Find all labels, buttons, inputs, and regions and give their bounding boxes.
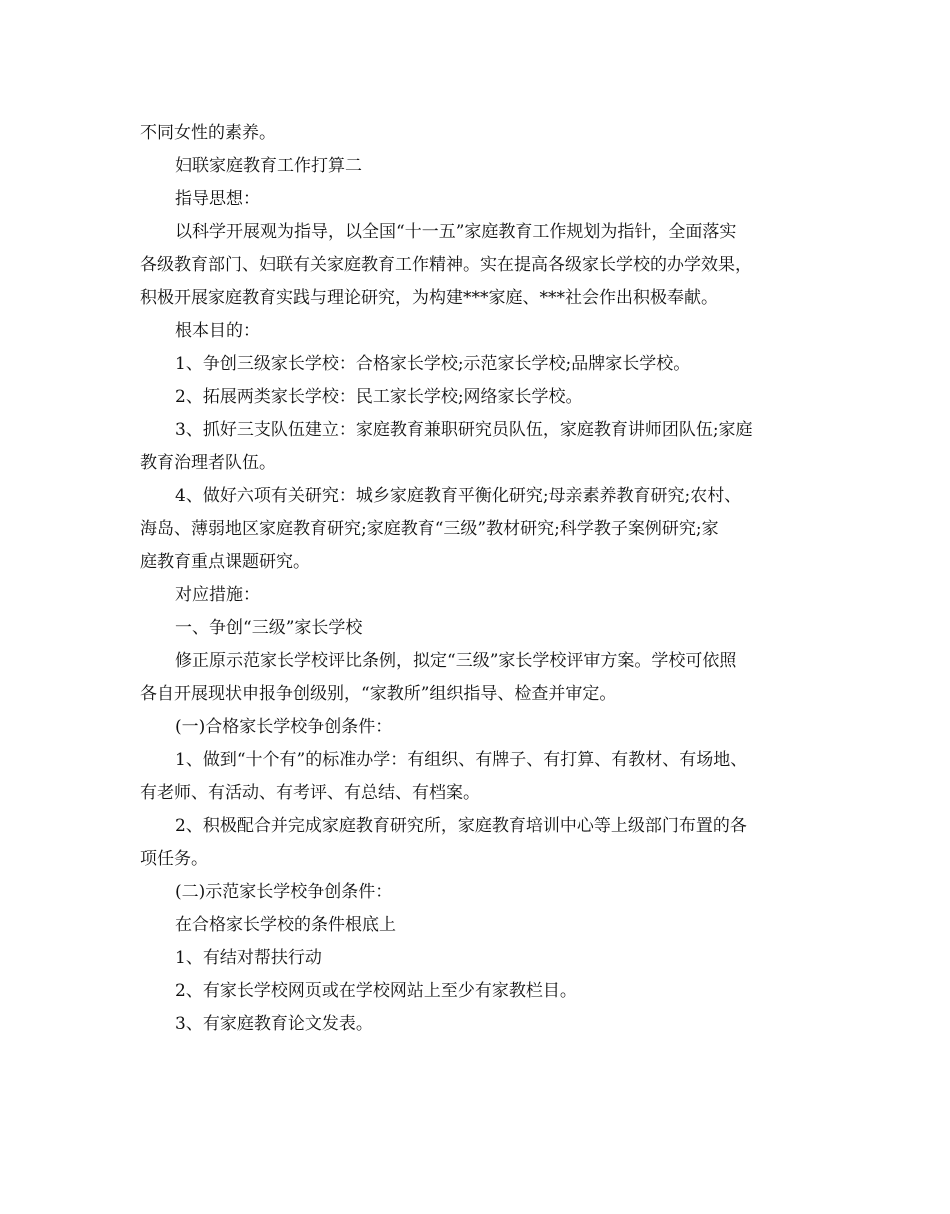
text-line: 对应措施： <box>175 585 260 605</box>
text-line: 各自开展现状申报争创级别，“家教所”组织指导、检查并审定。 <box>140 684 617 704</box>
text-line: 根本目的： <box>175 321 260 341</box>
text-line: 积极开展家庭教育实践与理论研究，为构建***家庭、***社会作出积极奉献。 <box>140 288 718 308</box>
text-line: 教育治理者队伍。 <box>140 453 276 473</box>
text-line: 各级教育部门、妇联有关家庭教育工作精神。实在提高各级家长学校的办学效果， <box>140 255 752 275</box>
text-line: 1、争创三级家长学校：合格家长学校;示范家长学校;品牌家长学校。 <box>175 354 691 374</box>
text-line: 2、有家长学校网页或在学校网站上至少有家教栏目。 <box>175 981 577 1001</box>
text-line: 在合格家长学校的条件根底上 <box>175 915 396 935</box>
text-line: 1、做到“十个有”的标准办学：有组织、有牌子、有打算、有教材、有场地、 <box>175 750 748 770</box>
text-line: 2、积极配合并完成家庭教育研究所，家庭教育培训中心等上级部门布置的各 <box>175 816 747 836</box>
text-line: 一、争创“三级”家长学校 <box>175 618 363 638</box>
text-line: 海岛、薄弱地区家庭教育研究;家庭教育“三级”教材研究;科学教子案例研究;家 <box>140 519 719 539</box>
text-line: 4、做好六项有关研究：城乡家庭教育平衡化研究;母亲素养教育研究;农村、 <box>175 486 742 506</box>
text-line: 指导思想： <box>175 189 260 209</box>
text-line: 2、拓展两类家长学校：民工家长学校;网络家长学校。 <box>175 387 583 407</box>
text-line: 有老师、有活动、有考评、有总结、有档案。 <box>140 783 480 803</box>
text-line: 妇联家庭教育工作打算二 <box>175 156 362 176</box>
text-line: 不同女性的素养。 <box>140 123 276 143</box>
text-line: 3、抓好三支队伍建立：家庭教育兼职研究员队伍，家庭教育讲师团队伍;家庭 <box>175 420 753 440</box>
text-line: 以科学开展观为指导，以全国“十一五”家庭教育工作规划为指针，全面落实 <box>175 222 737 242</box>
text-line: 庭教育重点课题研究。 <box>140 552 310 572</box>
text-line: (二)示范家长学校争创条件： <box>175 882 393 902</box>
text-line: (一)合格家长学校争创条件： <box>175 717 393 737</box>
text-line: 1、有结对帮扶行动 <box>175 948 322 968</box>
document-body <box>140 117 830 1041</box>
text-line: 修正原示范家长学校评比条例，拟定“三级”家长学校评审方案。学校可依照 <box>175 651 737 671</box>
text-line: 项任务。 <box>140 849 208 869</box>
text-line: 3、有家庭教育论文发表。 <box>175 1014 373 1034</box>
